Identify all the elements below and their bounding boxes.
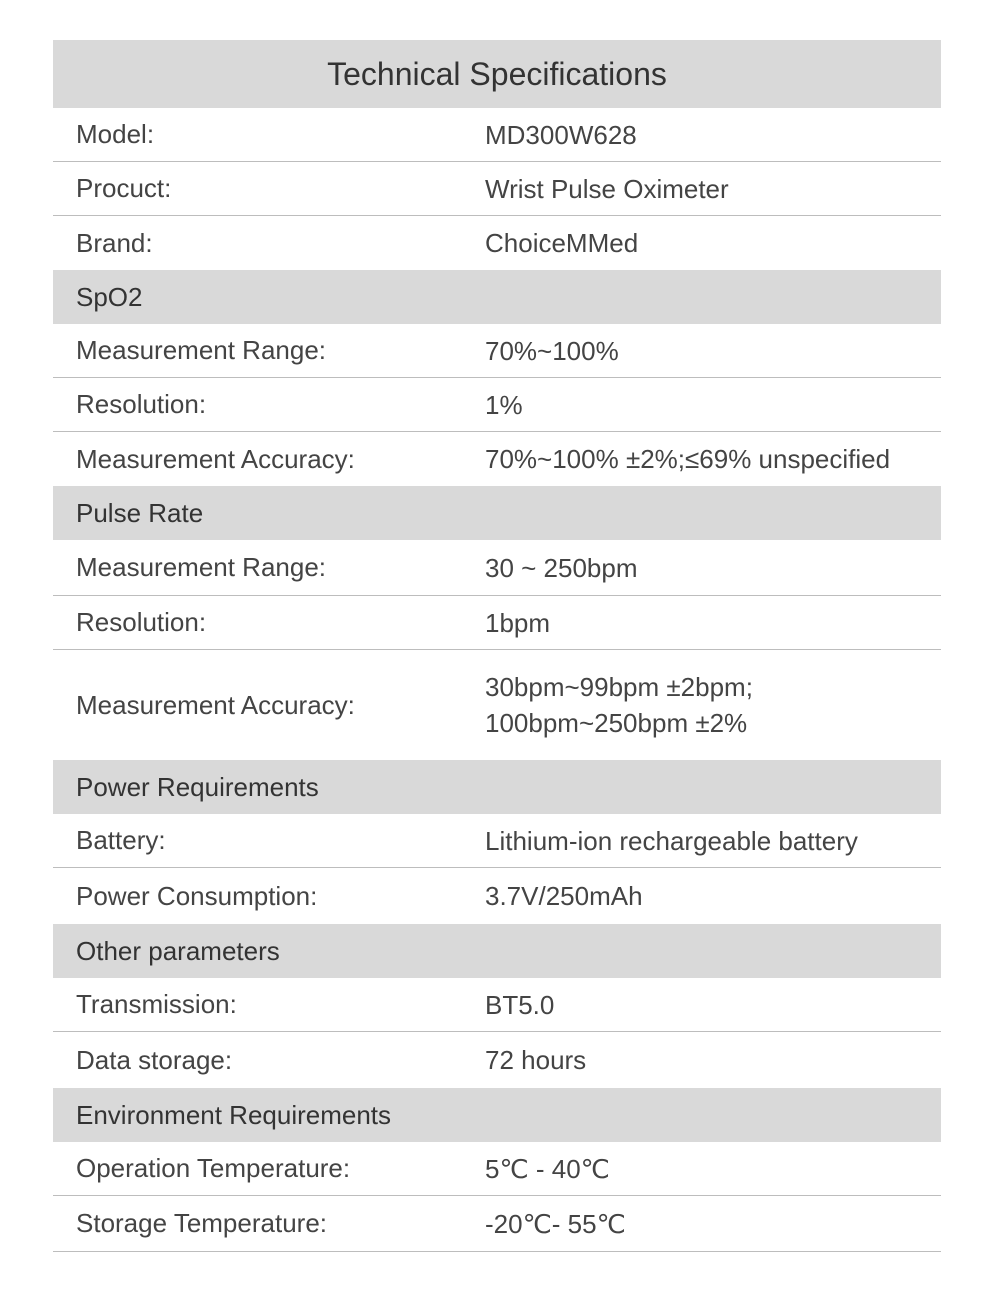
spec-label: Measurement Range: (76, 335, 327, 365)
section-heading: Environment Requirements (76, 1099, 392, 1130)
spec-row-storage-temp (53, 1196, 941, 1252)
spec-row-model (53, 108, 941, 162)
section-header-environment (53, 1088, 941, 1142)
section-heading: Pulse Rate (76, 497, 204, 528)
spec-label: Resolution: (76, 389, 207, 419)
spec-label: Model: (76, 119, 155, 149)
spec-title (53, 40, 941, 108)
spec-label: Procuct: (76, 173, 172, 203)
spec-label: Transmission: (76, 989, 237, 1019)
spec-label: Power Consumption: (76, 880, 318, 911)
section-header-other (53, 924, 941, 978)
spec-label: Brand: (76, 227, 153, 258)
spec-row-operation-temp (53, 1142, 941, 1196)
spec-label: Resolution: (76, 607, 207, 637)
spec-value: MD300W628 (485, 119, 637, 150)
section-header-pulse-rate (53, 486, 941, 540)
spec-row-pr-resolution (53, 596, 941, 650)
section-header-spo2 (53, 270, 941, 324)
spec-value-line: 30bpm~99bpm ±2bpm; (485, 672, 753, 702)
spec-value: 5℃ - 40℃ (485, 1153, 610, 1184)
spec-value: 1bpm (485, 607, 551, 638)
spec-label: Measurement Accuracy: (76, 443, 355, 474)
spec-row-data-storage (53, 1032, 941, 1088)
spec-row-spo2-range (53, 324, 941, 378)
spec-row-pr-accuracy (53, 650, 941, 760)
spec-value: Wrist Pulse Oximeter (485, 173, 729, 204)
spec-value: BT5.0 (485, 989, 555, 1020)
spec-row-brand (53, 216, 941, 270)
spec-label: Operation Temperature: (76, 1153, 351, 1183)
spec-row-power-consumption (53, 868, 941, 924)
spec-label: Battery: (76, 825, 166, 855)
spec-row-spo2-accuracy (53, 432, 941, 486)
spec-row-transmission (53, 978, 941, 1032)
spec-value: 70%~100% ±2%;≤69% unspecified (485, 444, 891, 474)
spec-value: 3.7V/250mAh (485, 881, 643, 911)
section-heading: SpO2 (76, 281, 143, 312)
section-heading: Other parameters (76, 935, 280, 966)
section-header-power (53, 760, 941, 814)
spec-value: 30 ~ 250bpm (485, 552, 638, 583)
spec-label: Measurement Accuracy: (76, 689, 355, 720)
spec-label: Measurement Range: (76, 552, 327, 582)
spec-label: Data storage: (76, 1044, 233, 1075)
spec-title-text: Technical Specifications (327, 55, 667, 92)
spec-row-product (53, 162, 941, 216)
spec-value: 70%~100% (485, 335, 619, 366)
spec-value: -20℃- 55℃ (485, 1208, 626, 1239)
spec-table (53, 40, 941, 1252)
spec-row-spo2-resolution (53, 378, 941, 432)
spec-value: ChoiceMMed (485, 228, 639, 258)
section-heading: Power Requirements (76, 771, 319, 802)
spec-row-pr-range (53, 540, 941, 596)
spec-value: Lithium-ion rechargeable battery (485, 825, 858, 856)
spec-value-multiline (485, 669, 941, 741)
spec-value: 1% (485, 389, 523, 420)
spec-label: Storage Temperature: (76, 1208, 327, 1238)
spec-row-battery (53, 814, 941, 868)
spec-value-line: 100bpm~250bpm ±2% (485, 708, 748, 738)
spec-value: 72 hours (485, 1045, 587, 1075)
